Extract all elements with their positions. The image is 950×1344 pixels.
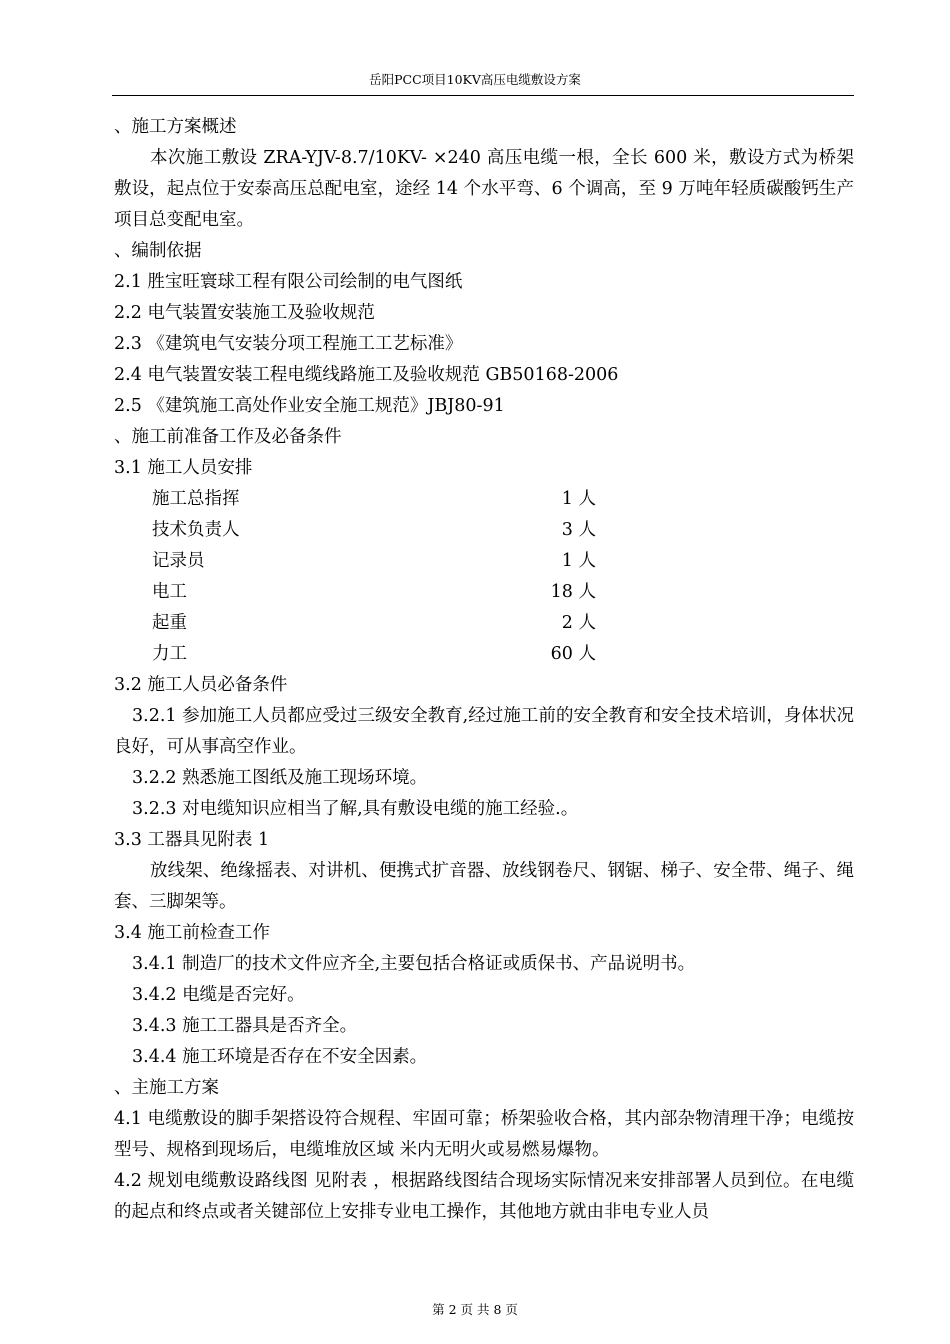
subsection-3-3: 3.3 工器具见附表 1 — [114, 830, 270, 850]
staff-row — [114, 608, 854, 639]
clause-3-4-4: 3.4.4 施工环境是否存在不安全因素。 — [132, 1047, 428, 1067]
staff-count: 60 人 — [550, 644, 596, 664]
document-body — [114, 112, 854, 1228]
staff-role: 记录员 — [152, 551, 205, 571]
basis-item: 2.1 胜宝旺寰球工程有限公司绘制的电气图纸 — [114, 272, 463, 292]
paragraph-4-1: 4.1 电缆敷设的脚手架搭设符合规程、牢固可靠；桥架验收合格，其内部杂物清理干净；电缆按型号、规格到现场后，电缆堆放区域 米内无明火或易燃易爆物。 — [114, 1109, 854, 1160]
page-footer: 第 2 页 共 8 页 — [432, 1302, 518, 1317]
staff-role: 起重 — [152, 613, 187, 633]
clause-3-4-3: 3.4.3 施工工器具是否齐全。 — [132, 1016, 358, 1036]
staff-row — [114, 484, 854, 515]
staff-role: 电工 — [152, 582, 187, 602]
staff-role: 技术负责人 — [152, 520, 240, 540]
subsection-3-2: 3.2 施工人员必备条件 — [114, 675, 288, 695]
basis-item: 2.2 电气装置安装施工及验收规范 — [114, 303, 375, 323]
staff-row — [114, 639, 854, 670]
staff-row — [114, 515, 854, 546]
clause-3-2-1: 3.2.1 参加施工人员都应受过三级安全教育,经过施工前的安全教育和安全技术培训，身体状况良好，可从事高空作业。 — [114, 706, 854, 757]
page-header: 岳阳PCC项目10KV高压电缆敷设方案 — [369, 72, 581, 87]
basis-item: 2.4 电气装置安装工程电缆线路施工及验收规范 GB50168-2006 — [114, 365, 619, 385]
staff-count: 1 人 — [561, 551, 596, 571]
subsection-3-1: 3.1 施工人员安排 — [114, 458, 253, 478]
staff-role: 力工 — [152, 644, 187, 664]
staff-count: 18 人 — [550, 582, 596, 602]
clause-3-2-3: 3.2.3 对电缆知识应相当了解,具有敷设电缆的施工经验.。 — [132, 799, 579, 819]
section-1-body: 本次施工敷设 ZRA-YJV-8.7/10KV- ×240 高压电缆一根，全长 600 米，敷设方式为桥架敷设，起点位于安泰高压总配电室，途经 14 个水平弯、6 个调高，至 9 万吨年轻质碳酸钙生产项目总变配电室。 — [114, 148, 854, 230]
basis-item: 2.5 《建筑施工高处作业安全施工规范》JBJ80-91 — [114, 396, 505, 416]
basis-item: 2.3 《建筑电气安装分项工程施工工艺标准》 — [114, 334, 463, 354]
staff-count: 3 人 — [561, 520, 596, 540]
staff-row — [114, 577, 854, 608]
section-2-heading: 、编制依据 — [114, 241, 202, 261]
clause-3-2-2: 3.2.2 熟悉施工图纸及施工现场环境。 — [132, 768, 428, 788]
tools-list: 放线架、绝缘摇表、对讲机、便携式扩音器、放线钢卷尺、钢锯、梯子、安全带、绳子、绳套、三脚架等。 — [114, 861, 854, 912]
header-rule — [112, 95, 854, 96]
clause-3-4-2: 3.4.2 电缆是否完好。 — [132, 985, 305, 1005]
subsection-3-4: 3.4 施工前检查工作 — [114, 923, 270, 943]
clause-3-4-1: 3.4.1 制造厂的技术文件应齐全,主要包括合格证或质保书、产品说明书。 — [132, 954, 696, 974]
staff-count: 2 人 — [561, 613, 596, 633]
section-1-heading: 、施工方案概述 — [114, 117, 237, 137]
staff-row — [114, 546, 854, 577]
staff-count: 1 人 — [561, 489, 596, 509]
section-3-heading: 、施工前准备工作及必备条件 — [114, 427, 342, 447]
staff-role: 施工总指挥 — [152, 489, 240, 509]
paragraph-4-2: 4.2 规划电缆敷设路线图 见附表 ，根据路线图结合现场实际情况来安排部署人员到位。在电缆的起点和终点或者关键部位上安排专业电工操作，其他地方就由非电专业人员 — [114, 1171, 854, 1222]
section-4-heading: 、主施工方案 — [114, 1078, 219, 1098]
